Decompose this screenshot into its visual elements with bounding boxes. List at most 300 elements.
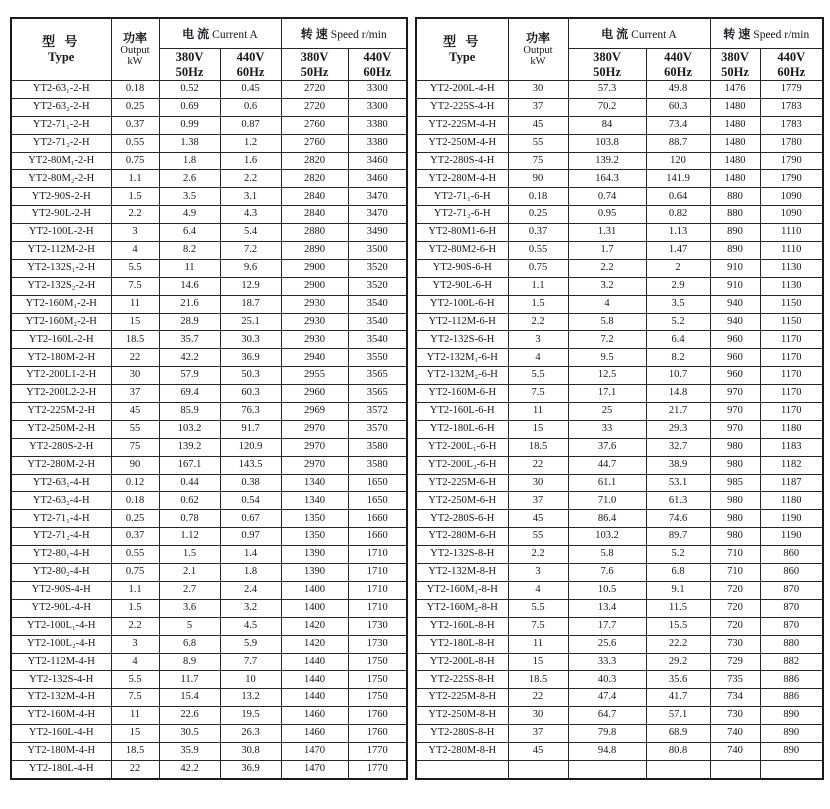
table-row	[416, 367, 823, 385]
value-cell: 1090	[760, 188, 823, 206]
table-row	[416, 349, 823, 367]
table-row	[11, 546, 407, 564]
table-row	[416, 242, 823, 260]
value-cell: 720	[710, 581, 760, 599]
table-row	[416, 295, 823, 313]
type-cell: YT2-71₂-2-H	[11, 134, 111, 152]
value-cell: 3520	[348, 277, 407, 295]
value-cell: 15.4	[159, 689, 220, 707]
value-cell: 1170	[760, 331, 823, 349]
value-cell: 4	[508, 349, 568, 367]
value-cell: 18.7	[220, 295, 281, 313]
value-cell: 2720	[281, 81, 348, 99]
value-cell: 729	[710, 653, 760, 671]
type-cell: YT2-71₁-4-H	[11, 510, 111, 528]
value-cell: 0.25	[508, 206, 568, 224]
value-cell: 870	[760, 617, 823, 635]
value-cell: 0.45	[220, 81, 281, 99]
value-cell: 57.1	[646, 707, 710, 725]
value-cell: 22	[111, 349, 159, 367]
value-cell: 37	[508, 98, 568, 116]
value-cell: 38.9	[646, 456, 710, 474]
value-cell: 2	[646, 259, 710, 277]
power-header-en: Output	[120, 44, 150, 56]
value-cell: 1710	[348, 599, 407, 617]
value-cell: 730	[710, 707, 760, 725]
motor-spec-table-left	[10, 17, 408, 780]
value-cell: 70.2	[568, 98, 646, 116]
table-row	[416, 760, 823, 778]
current-header-cn: 电 流	[182, 27, 210, 41]
value-cell: 30.8	[220, 742, 281, 760]
value-cell: 3	[111, 224, 159, 242]
value-cell: 7.7	[220, 653, 281, 671]
value-cell: 22.6	[159, 707, 220, 725]
value-cell: 0.75	[508, 259, 568, 277]
table-row	[11, 331, 407, 349]
value-cell: 1187	[760, 474, 823, 492]
table-row	[416, 438, 823, 456]
value-cell	[760, 760, 823, 778]
value-cell: 25.1	[220, 313, 281, 331]
table-row	[416, 152, 823, 170]
type-cell: YT2-280S-4-H	[416, 152, 508, 170]
value-cell: 103.2	[568, 528, 646, 546]
value-cell: 0.54	[220, 492, 281, 510]
value-cell: 735	[710, 671, 760, 689]
value-cell: 57.9	[159, 367, 220, 385]
value-cell: 12.5	[568, 367, 646, 385]
value-cell: 14.8	[646, 385, 710, 403]
value-cell: 0.6	[220, 98, 281, 116]
value-cell: 1.1	[508, 277, 568, 295]
value-cell: 1170	[760, 385, 823, 403]
table-row	[11, 206, 407, 224]
table-row	[11, 277, 407, 295]
type-cell: YT2-280S-8-H	[416, 725, 508, 743]
table-row	[416, 635, 823, 653]
value-cell: 35.9	[159, 742, 220, 760]
table-row	[11, 152, 407, 170]
value-cell: 90	[508, 170, 568, 188]
value-cell: 14.6	[159, 277, 220, 295]
value-cell: 0.75	[111, 564, 159, 582]
value-cell: 3.5	[646, 295, 710, 313]
type-cell: YT2-225S-8-H	[416, 671, 508, 689]
value-cell: 22	[508, 689, 568, 707]
value-cell: 1340	[281, 492, 348, 510]
value-cell: 3565	[348, 367, 407, 385]
value-cell: 17.1	[568, 385, 646, 403]
value-cell: 860	[760, 564, 823, 582]
value-cell: 1730	[348, 635, 407, 653]
value-cell: 0.55	[508, 242, 568, 260]
value-cell: 1130	[760, 259, 823, 277]
type-cell: YT2-132M₁-6-H	[416, 349, 508, 367]
table-row	[416, 528, 823, 546]
value-cell: 1180	[760, 492, 823, 510]
table-row	[11, 367, 407, 385]
voltage-label: 440V	[236, 50, 265, 65]
table-row	[416, 725, 823, 743]
value-cell: 2.9	[646, 277, 710, 295]
value-cell: 2970	[281, 456, 348, 474]
value-cell: 980	[710, 510, 760, 528]
table-row	[416, 134, 823, 152]
value-cell: 94.8	[568, 742, 646, 760]
value-cell: 2.2	[568, 259, 646, 277]
value-cell: 37	[111, 385, 159, 403]
value-cell: 5.5	[111, 259, 159, 277]
value-cell: 55	[508, 134, 568, 152]
type-cell: YT2-63₁-2-H	[11, 81, 111, 99]
value-cell: 0.67	[220, 510, 281, 528]
value-cell: 2.2	[508, 313, 568, 331]
value-cell: 0.18	[508, 188, 568, 206]
type-cell: YT2-160M-6-H	[416, 385, 508, 403]
value-cell: 141.9	[646, 170, 710, 188]
value-cell: 4	[111, 653, 159, 671]
value-cell: 870	[760, 599, 823, 617]
value-cell: 3470	[348, 188, 407, 206]
type-cell: YT2-160M-4-H	[11, 707, 111, 725]
type-cell: YT2-80M₂-2-H	[11, 170, 111, 188]
value-cell: 2930	[281, 313, 348, 331]
value-cell: 1170	[760, 403, 823, 421]
value-cell: 11	[159, 259, 220, 277]
value-cell: 5	[159, 617, 220, 635]
value-cell: 890	[710, 242, 760, 260]
value-cell: 7.2	[220, 242, 281, 260]
table-row	[11, 420, 407, 438]
value-cell: 3300	[348, 98, 407, 116]
type-cell: YT2-132S₂-2-H	[11, 277, 111, 295]
value-cell: 3460	[348, 152, 407, 170]
table-row	[416, 277, 823, 295]
value-cell: 18.5	[111, 742, 159, 760]
value-cell: 0.74	[568, 188, 646, 206]
value-cell: 9.6	[220, 259, 281, 277]
current-header-en: Current A	[631, 29, 677, 41]
value-cell	[508, 760, 568, 778]
value-cell: 4	[111, 242, 159, 260]
freq-label: 60Hz	[236, 64, 265, 79]
value-cell: 1710	[348, 564, 407, 582]
value-cell: 3490	[348, 224, 407, 242]
table-body-right	[416, 81, 823, 779]
table-row	[11, 564, 407, 582]
table-row	[11, 98, 407, 116]
value-cell: 30.5	[159, 725, 220, 743]
value-cell: 21.7	[646, 403, 710, 421]
value-cell: 11	[508, 635, 568, 653]
value-cell: 0.87	[220, 116, 281, 134]
table-row	[416, 331, 823, 349]
table-row	[416, 403, 823, 421]
table-row	[416, 671, 823, 689]
table-row	[11, 617, 407, 635]
value-cell: 1440	[281, 671, 348, 689]
value-cell: 1.5	[111, 599, 159, 617]
value-cell: 55	[508, 528, 568, 546]
value-cell: 0.97	[220, 528, 281, 546]
value-cell: 0.18	[111, 492, 159, 510]
value-cell: 3540	[348, 295, 407, 313]
value-cell: 0.37	[111, 116, 159, 134]
current-header-cn: 电 流	[601, 27, 629, 41]
value-cell: 960	[710, 331, 760, 349]
value-cell: 1480	[710, 134, 760, 152]
value-cell: 47.4	[568, 689, 646, 707]
value-cell: 1710	[348, 581, 407, 599]
value-cell: 7.5	[111, 689, 159, 707]
value-cell: 18.5	[508, 671, 568, 689]
table-row	[11, 385, 407, 403]
voltage-label: 440V	[363, 50, 392, 65]
table-row	[11, 671, 407, 689]
value-cell: 0.64	[646, 188, 710, 206]
value-cell: 3380	[348, 134, 407, 152]
voltage-label: 380V	[593, 50, 621, 65]
type-cell: YT2-200L-4-H	[416, 81, 508, 99]
value-cell: 0.12	[111, 474, 159, 492]
value-cell: 84	[568, 116, 646, 134]
value-cell: 1420	[281, 635, 348, 653]
value-cell: 2.2	[111, 617, 159, 635]
table-row	[416, 742, 823, 760]
col-group-current	[568, 18, 710, 49]
value-cell: 1350	[281, 510, 348, 528]
freq-label: 50Hz	[300, 64, 329, 79]
type-cell: YT2-280M-4-H	[416, 170, 508, 188]
value-cell: 1.5	[159, 546, 220, 564]
table-row	[11, 295, 407, 313]
value-cell: 1.5	[111, 188, 159, 206]
col-header-speed-440v	[760, 49, 823, 81]
value-cell: 45	[111, 403, 159, 421]
value-cell: 61.1	[568, 474, 646, 492]
table-row	[416, 420, 823, 438]
value-cell: 1480	[710, 170, 760, 188]
value-cell: 37	[508, 725, 568, 743]
type-cell: YT2-250M-6-H	[416, 492, 508, 510]
value-cell: 4.5	[220, 617, 281, 635]
value-cell: 1470	[281, 742, 348, 760]
value-cell: 980	[710, 456, 760, 474]
speed-header-en: Speed r/min	[330, 29, 387, 41]
value-cell: 11	[111, 295, 159, 313]
table-row	[416, 224, 823, 242]
voltage-label: 440V	[777, 50, 806, 65]
value-cell: 0.55	[111, 134, 159, 152]
value-cell: 1480	[710, 98, 760, 116]
value-cell: 12.9	[220, 277, 281, 295]
value-cell: 53.1	[646, 474, 710, 492]
type-cell: YT2-200L₁-6-H	[416, 438, 508, 456]
value-cell: 710	[710, 564, 760, 582]
value-cell: 33.3	[568, 653, 646, 671]
value-cell: 30.3	[220, 331, 281, 349]
type-cell: YT2-80₁-4-H	[11, 546, 111, 564]
value-cell: 167.1	[159, 456, 220, 474]
type-cell: YT2-180M-2-H	[11, 349, 111, 367]
table-row	[11, 510, 407, 528]
value-cell: 1480	[710, 116, 760, 134]
table-row	[11, 134, 407, 152]
value-cell: 30	[508, 474, 568, 492]
value-cell: 50.3	[220, 367, 281, 385]
value-cell: 1730	[348, 617, 407, 635]
value-cell: 75	[508, 152, 568, 170]
type-cell: YT2-90S-4-H	[11, 581, 111, 599]
table-row	[416, 81, 823, 99]
value-cell: 890	[760, 707, 823, 725]
table-row	[11, 707, 407, 725]
value-cell: 80.8	[646, 742, 710, 760]
value-cell: 4.3	[220, 206, 281, 224]
value-cell: 910	[710, 259, 760, 277]
freq-label: 50Hz	[175, 64, 204, 79]
value-cell: 720	[710, 599, 760, 617]
current-header-en: Current A	[212, 29, 258, 41]
value-cell: 28.9	[159, 313, 220, 331]
value-cell: 2930	[281, 331, 348, 349]
value-cell: 1780	[760, 134, 823, 152]
value-cell: 42.2	[159, 349, 220, 367]
value-cell: 0.55	[111, 546, 159, 564]
value-cell: 2820	[281, 170, 348, 188]
type-cell: YT2-80M₁-2-H	[11, 152, 111, 170]
value-cell: 8.2	[646, 349, 710, 367]
value-cell: 3570	[348, 420, 407, 438]
value-cell: 1180	[760, 420, 823, 438]
voltage-label: 380V	[721, 50, 749, 65]
type-cell: YT2-80₂-4-H	[11, 564, 111, 582]
value-cell: 74.6	[646, 510, 710, 528]
table-row	[11, 474, 407, 492]
value-cell: 860	[760, 546, 823, 564]
value-cell: 880	[710, 188, 760, 206]
value-cell: 4.9	[159, 206, 220, 224]
col-header-current-440v	[646, 49, 710, 81]
col-header-power	[508, 18, 568, 81]
value-cell: 2.4	[220, 581, 281, 599]
value-cell: 1660	[348, 510, 407, 528]
value-cell: 1650	[348, 474, 407, 492]
type-cell: YT2-100L-2-H	[11, 224, 111, 242]
value-cell: 3580	[348, 438, 407, 456]
table-row	[11, 259, 407, 277]
value-cell: 1750	[348, 689, 407, 707]
value-cell: 55	[111, 420, 159, 438]
value-cell: 68.9	[646, 725, 710, 743]
table-row	[11, 528, 407, 546]
value-cell: 3470	[348, 206, 407, 224]
value-cell: 2955	[281, 367, 348, 385]
value-cell: 37	[508, 492, 568, 510]
table-row	[416, 474, 823, 492]
value-cell: 3520	[348, 259, 407, 277]
col-header-current-440v	[220, 49, 281, 81]
value-cell: 18.5	[111, 331, 159, 349]
value-cell: 15	[111, 313, 159, 331]
value-cell: 1.4	[220, 546, 281, 564]
type-cell: YT2-132S-8-H	[416, 546, 508, 564]
value-cell: 8.2	[159, 242, 220, 260]
value-cell: 64.7	[568, 707, 646, 725]
value-cell: 76.3	[220, 403, 281, 421]
value-cell: 13.2	[220, 689, 281, 707]
value-cell: 22.2	[646, 635, 710, 653]
value-cell: 90	[111, 456, 159, 474]
type-cell: YT2-200L1-2-H	[11, 367, 111, 385]
type-cell: YT2-250M-8-H	[416, 707, 508, 725]
value-cell: 7.5	[111, 277, 159, 295]
type-cell: YT2-71₂-4-H	[11, 528, 111, 546]
col-group-speed	[710, 18, 823, 49]
value-cell: 2820	[281, 152, 348, 170]
table-row	[11, 403, 407, 421]
value-cell: 1400	[281, 581, 348, 599]
value-cell: 880	[710, 206, 760, 224]
value-cell: 3.5	[159, 188, 220, 206]
type-cell: YT2-112M-2-H	[11, 242, 111, 260]
value-cell: 36.9	[220, 349, 281, 367]
value-cell: 10.7	[646, 367, 710, 385]
value-cell: 103.2	[159, 420, 220, 438]
value-cell: 970	[710, 385, 760, 403]
table-row	[11, 456, 407, 474]
value-cell: 35.6	[646, 671, 710, 689]
value-cell: 73.4	[646, 116, 710, 134]
value-cell: 1390	[281, 564, 348, 582]
value-cell: 91.7	[220, 420, 281, 438]
table-row	[11, 599, 407, 617]
value-cell: 4	[508, 581, 568, 599]
value-cell: 1400	[281, 599, 348, 617]
type-cell: YT2-132S₁-2-H	[11, 259, 111, 277]
value-cell: 886	[760, 689, 823, 707]
table-row	[11, 224, 407, 242]
value-cell: 940	[710, 313, 760, 331]
table-row	[11, 653, 407, 671]
value-cell: 3.2	[220, 599, 281, 617]
type-cell: YT2-160L-6-H	[416, 403, 508, 421]
value-cell: 15	[508, 653, 568, 671]
value-cell: 2.7	[159, 581, 220, 599]
value-cell: 69.4	[159, 385, 220, 403]
value-cell	[646, 760, 710, 778]
type-cell: YT2-71₂-6-H	[416, 206, 508, 224]
value-cell: 45	[508, 510, 568, 528]
value-cell: 1779	[760, 81, 823, 99]
value-cell: 960	[710, 367, 760, 385]
freq-label: 50Hz	[721, 64, 749, 79]
value-cell: 60.3	[220, 385, 281, 403]
value-cell: 3540	[348, 313, 407, 331]
type-cell: YT2-200L-8-H	[416, 653, 508, 671]
table-row	[11, 188, 407, 206]
value-cell: 0.18	[111, 81, 159, 99]
value-cell: 2840	[281, 188, 348, 206]
value-cell: 2.2	[508, 546, 568, 564]
value-cell: 1.38	[159, 134, 220, 152]
value-cell: 15	[111, 725, 159, 743]
type-cell: YT2-250M-2-H	[11, 420, 111, 438]
value-cell: 2940	[281, 349, 348, 367]
value-cell: 710	[710, 546, 760, 564]
value-cell: 5.8	[568, 546, 646, 564]
